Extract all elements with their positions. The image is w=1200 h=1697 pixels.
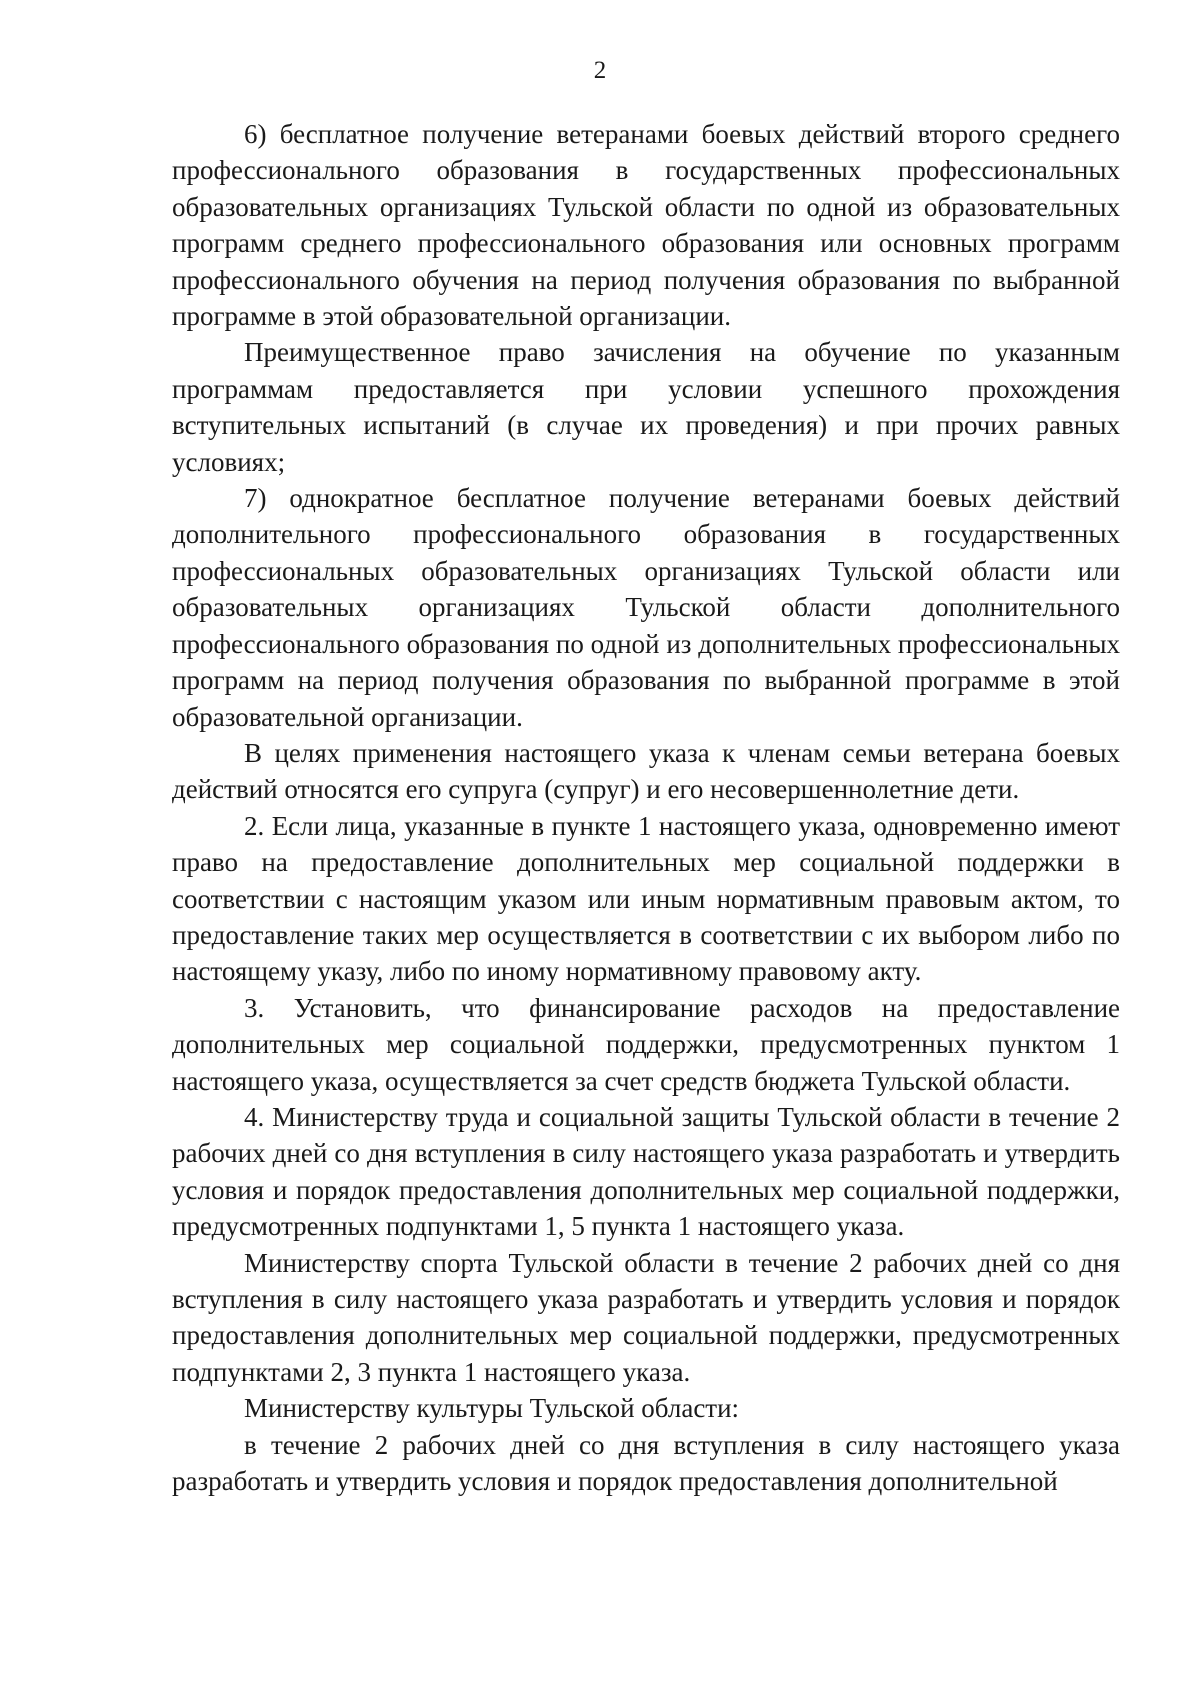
- paragraph-ministry-sport: Министерству спорта Тульской области в течение 2 рабочих дней со дня вступления в силу настоящего указа разработать и утвердить условия и порядок предоставления дополнительных мер социальной поддержки, предусмотренных подпунктами 2, 3 пункта 1 настоящего указа.: [172, 1247, 1120, 1387]
- paragraph-item-6: 6) бесплатное получение ветеранами боевых действий второго среднего профессионального образования в государственных профессиональных образовательных организациях Тульской области по одной из образовательных программ среднего профессионального образования или основных программ профессионального обучения на период получения образования по выбранной программе в этой образовательной организации.: [172, 119, 1120, 332]
- paragraph-clause-3: 3. Установить, что финансирование расходов на предоставление дополнительных мер социальной поддержки, предусмотренных пунктом 1 настоящего указа, осуществляется за счет средств бюджета Тульской области.: [172, 992, 1120, 1096]
- paragraph-family-members: В целях применения настоящего указа к членам семьи ветерана боевых действий относятся его супруга (супруг) и его несовершеннолетние дети.: [172, 737, 1120, 805]
- document-body: [172, 116, 1120, 1499]
- paragraph-clause-4: 4. Министерству труда и социальной защиты Тульской области в течение 2 рабочих дней со дня вступления в силу настоящего указа разработать и утвердить условия и порядок предоставления дополнительных мер социальной поддержки, предусмотренных подпунктами 1, 5 пункта 1 настоящего указа.: [172, 1101, 1120, 1242]
- paragraph-ministry-culture: Министерству культуры Тульской области:: [244, 1393, 740, 1424]
- paragraph-item-7: 7) однократное бесплатное получение ветеранами боевых действий дополнительного профессионального образования в государственных профессиональных образовательных организациях Тульской области или образовательных организациях Тульской области дополнительного профессионального образования по одной из дополнительных профессиональных программ на период получения образования по выбранной программе в этой образовательной организации.: [172, 483, 1120, 732]
- page-number: 2: [593, 57, 607, 84]
- paragraph-clause-2: 2. Если лица, указанные в пункте 1 настоящего указа, одновременно имеют право на предоставление дополнительных мер социальной поддержки в соответствии с настоящим указом или иным нормативным правовым актом, то предоставление таких мер осуществляется в соответствии с их выбором либо по настоящему указу, либо по иному нормативному правовому акту.: [172, 810, 1120, 987]
- paragraph-priority-enrollment: Преимущественное право зачисления на обучение по указанным программам предоставляется при условии успешного прохождения вступительных испытаний (в случае их проведения) и при прочих равных условиях;: [172, 337, 1120, 477]
- paragraph-culture-deadline: в течение 2 рабочих дней со дня вступления в силу настоящего указа разработать и утвердить условия и порядок предоставления дополнительной: [172, 1429, 1120, 1497]
